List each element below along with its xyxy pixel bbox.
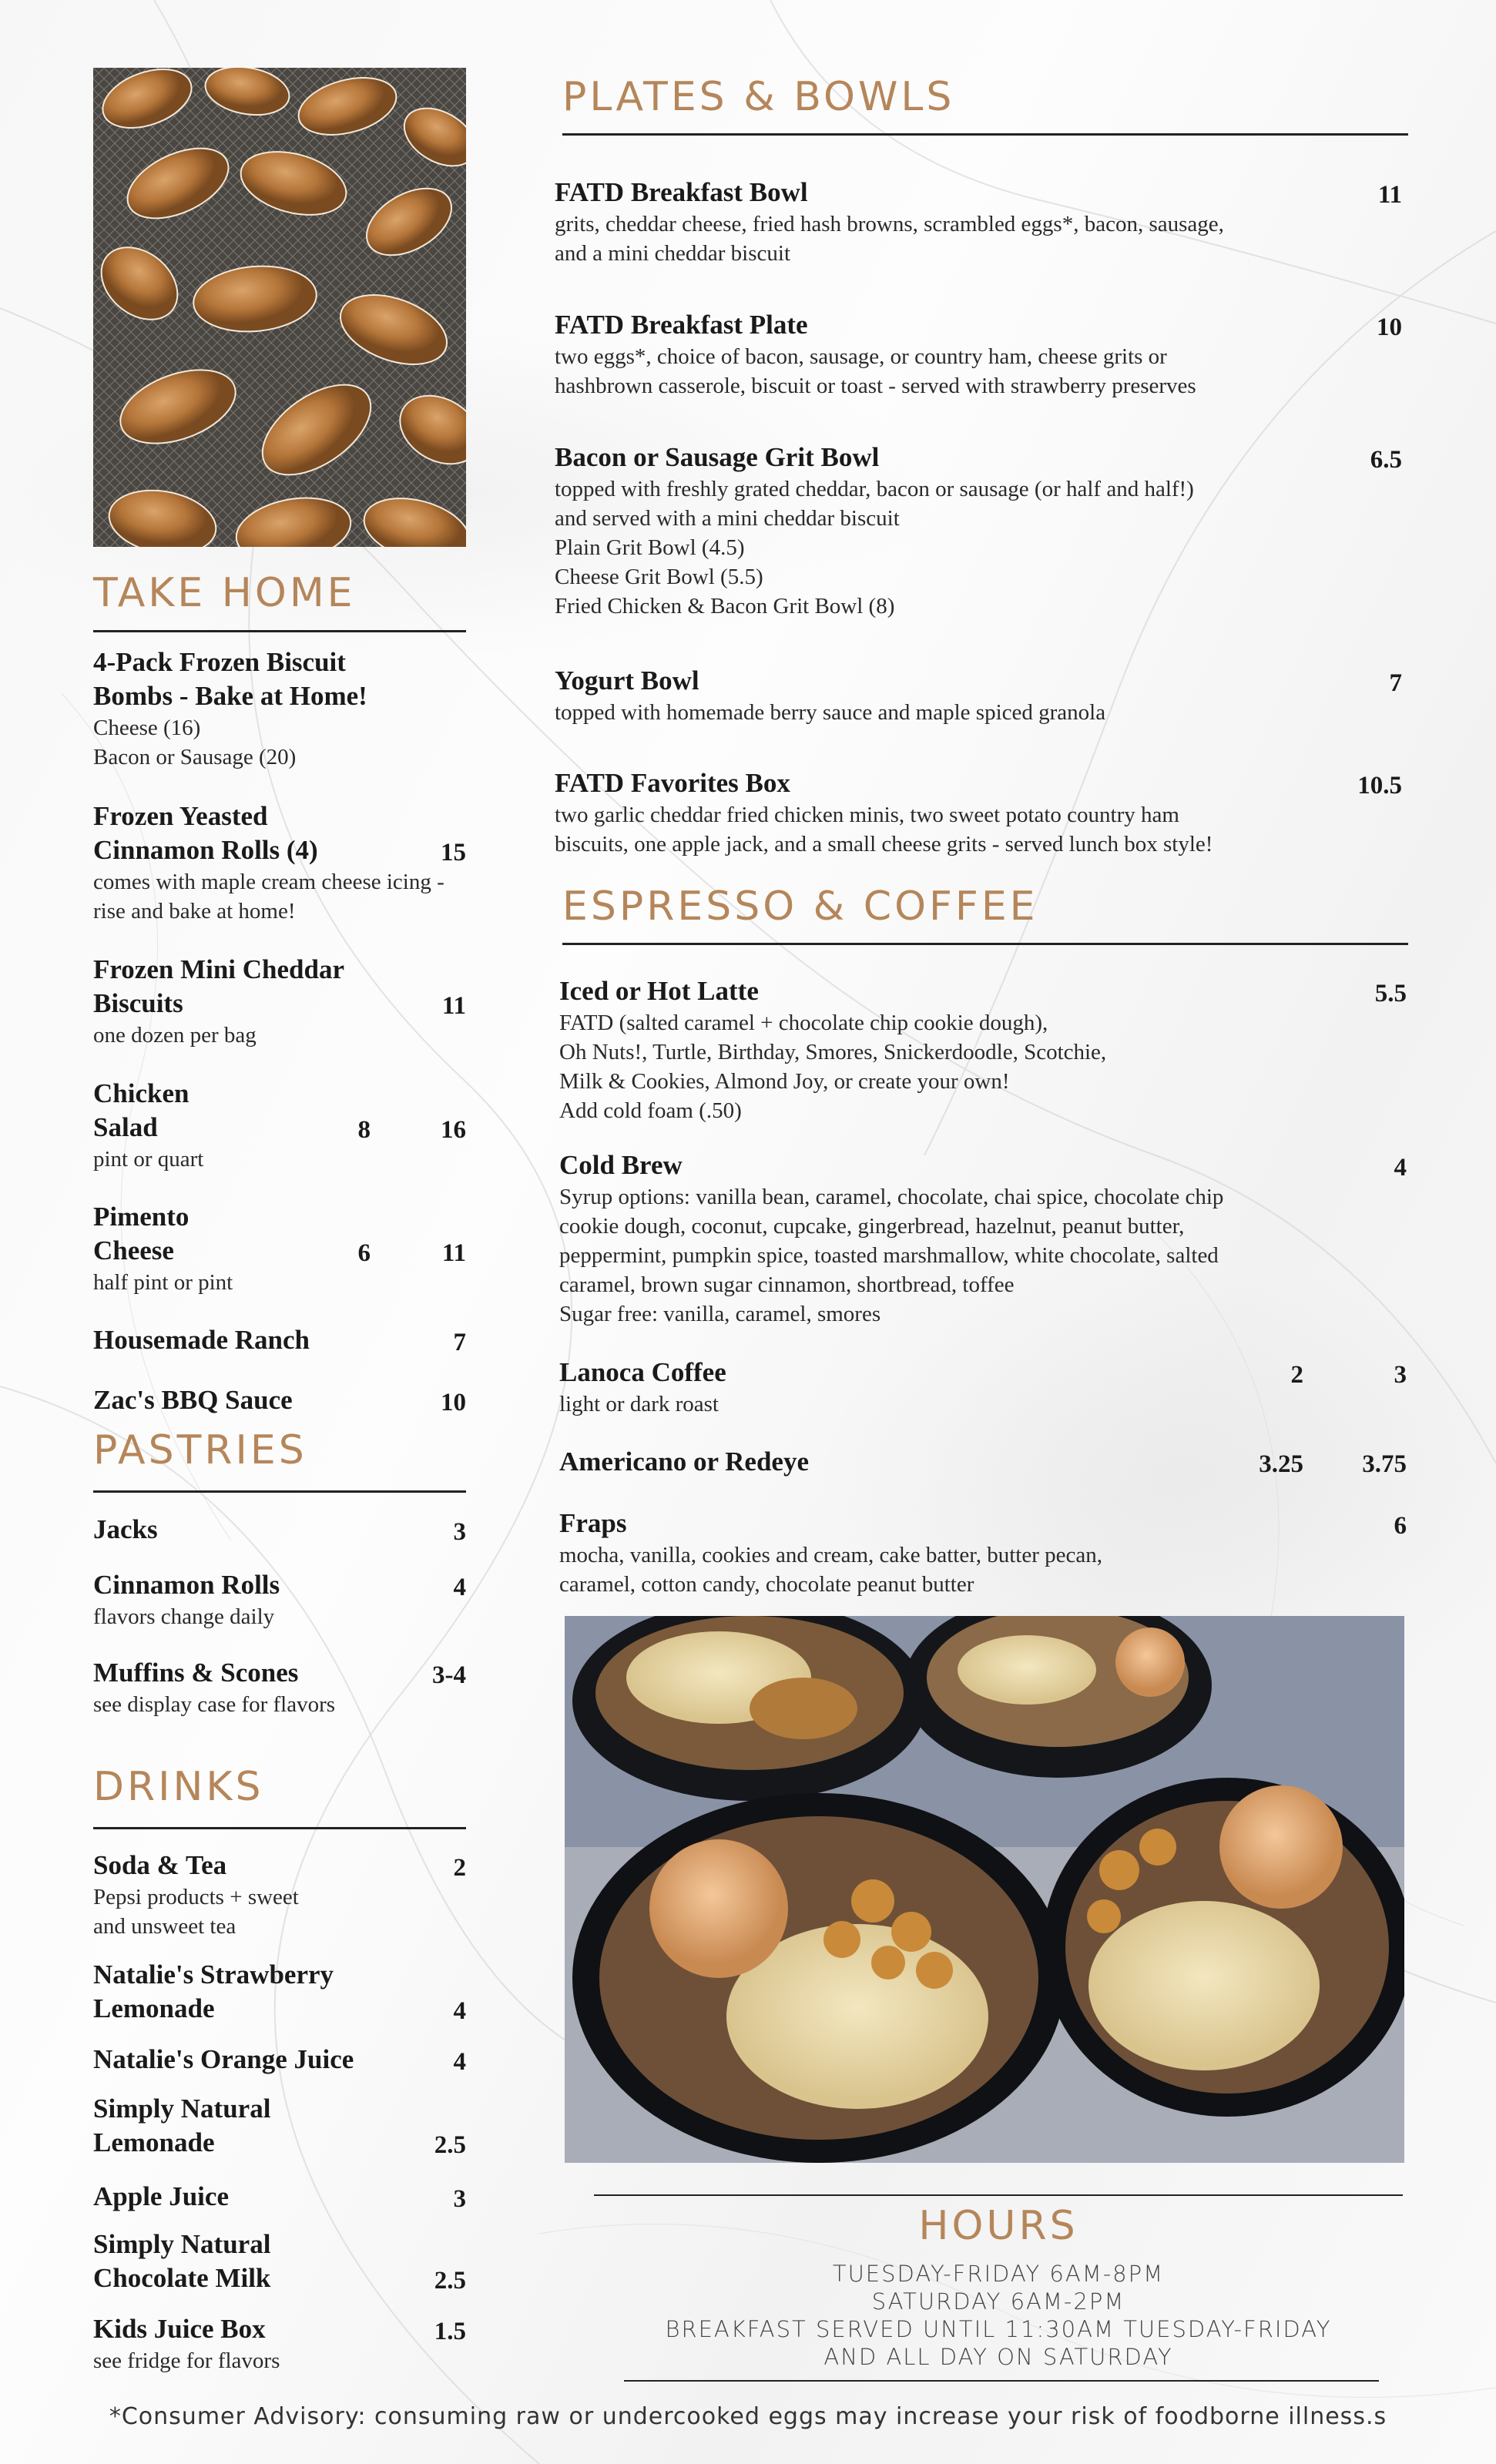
take-home-item (93, 800, 466, 926)
item-price-large: 3.75 (1362, 1450, 1407, 1478)
take-home-item (93, 1323, 466, 1357)
item-name: Fraps (559, 1508, 627, 1538)
item-desc: two eggs*, choice of bacon, sausage, or country ham, cheese grits or (555, 344, 1167, 369)
item-desc: hashbrown casserole, biscuit or toast - served with strawberry preserves (555, 374, 1196, 398)
item-price: 7 (453, 1329, 466, 1356)
plates-header: PLATES & BOWLS (562, 74, 955, 120)
item-price: 4 (453, 1574, 466, 1601)
hours-section (594, 2203, 1403, 2371)
item-name: Muffins & Scones (93, 1658, 299, 1688)
drink-item (93, 2228, 466, 2295)
hours-line: AND ALL DAY ON SATURDAY (823, 2344, 1173, 2370)
breakfast-bowls-photo (565, 1616, 1404, 2163)
item-price-large: 11 (441, 1239, 466, 1267)
item-price: 3-4 (432, 1661, 466, 1689)
take-home-divider (93, 630, 466, 632)
item-price: 3 (453, 2185, 466, 2213)
item-desc: Oh Nuts!, Turtle, Birthday, Smores, Snickerdoodle, Scotchie, (559, 1040, 1107, 1064)
consumer-advisory: *Consumer Advisory: consuming raw or undercooked eggs may increase your risk of foodborne illness.s (109, 2403, 1387, 2430)
item-desc: see fridge for flavors (93, 2348, 280, 2373)
hand-pies-photo (93, 68, 466, 547)
item-desc: one dozen per bag (93, 1023, 257, 1048)
pastries-header: PASTRIES (93, 1427, 307, 1473)
item-price: 2 (453, 1854, 466, 1882)
item-price: 2.5 (434, 2267, 466, 2295)
item-name: Housemade Ranch (93, 1325, 310, 1355)
coffee-item (559, 1445, 1407, 1479)
item-price: 4 (453, 1997, 466, 2025)
item-price: 10.5 (1357, 772, 1402, 800)
coffee-item (559, 974, 1407, 1125)
item-name: 4-Pack Frozen Biscuit Bombs - Bake at Home! (93, 647, 367, 711)
hours-line: SATURDAY 6AM-2PM (871, 2288, 1125, 2315)
item-price-large: 3 (1394, 1361, 1407, 1389)
item-price: 11 (441, 992, 466, 1020)
drinks-divider (93, 1827, 466, 1829)
item-desc: cookie dough, coconut, cupcake, gingerbread, hazelnut, peanut butter, (559, 1214, 1185, 1239)
item-name: Jacks (93, 1514, 158, 1544)
pastry-item (93, 1513, 466, 1547)
drink-item (93, 2092, 466, 2160)
item-desc: and unsweet tea (93, 1914, 236, 1939)
hours-line: TUESDAY-FRIDAY 6AM-8PM (832, 2261, 1165, 2287)
item-name: Zac's BBQ Sauce (93, 1385, 293, 1415)
item-name: Apple Juice (93, 2181, 229, 2211)
item-desc: Milk & Cookies, Almond Joy, or create your own! (559, 1069, 1010, 1094)
take-home-item (93, 1383, 466, 1417)
item-name: Chocolate Milk (93, 2263, 271, 2293)
item-price: 11 (1377, 181, 1402, 209)
item-desc: caramel, brown sugar cinnamon, shortbread, toffee (559, 1272, 1015, 1297)
pastry-item (93, 1568, 466, 1631)
pastries-divider (93, 1490, 466, 1493)
item-desc: Cheese Grit Bowl (5.5) (555, 565, 763, 589)
item-price: 4 (453, 2048, 466, 2076)
coffee-divider (562, 943, 1408, 945)
hours-top-divider (594, 2194, 1403, 2196)
take-home-item (93, 1200, 466, 1297)
item-name: Yogurt Bowl (555, 665, 699, 696)
item-desc: Syrup options: vanilla bean, caramel, chocolate, chai spice, chocolate chip (559, 1185, 1224, 1209)
plates-item (555, 441, 1402, 621)
item-desc: topped with homemade berry sauce and maple spiced granola (555, 700, 1106, 725)
coffee-header: ESPRESSO & COFFEE (562, 883, 1038, 930)
item-name: Natalie's Orange Juice (93, 2044, 354, 2074)
drink-item (93, 2312, 466, 2375)
item-price-small: 8 (357, 1116, 371, 1144)
item-price: 7 (1389, 669, 1402, 697)
item-name: Frozen Mini Cheddar Biscuits (93, 954, 344, 1018)
item-desc: mocha, vanilla, cookies and cream, cake batter, butter pecan, (559, 1543, 1102, 1567)
item-desc: Pepsi products + sweet (93, 1885, 299, 1909)
item-name: FATD Favorites Box (555, 768, 790, 798)
item-desc: Plain Grit Bowl (4.5) (555, 535, 745, 560)
hours-header: HOURS (918, 2203, 1078, 2249)
coffee-item (559, 1148, 1407, 1329)
item-name: Natalie's Strawberry (93, 1959, 334, 1990)
item-desc: Bacon or Sausage (20) (93, 745, 297, 769)
take-home-item (93, 645, 466, 772)
drink-item (93, 2043, 466, 2077)
take-home-item (93, 953, 466, 1050)
item-desc: Sugar free: vanilla, caramel, smores (559, 1302, 881, 1326)
item-desc: see display case for flavors (93, 1692, 336, 1717)
item-price: 5.5 (1374, 980, 1407, 1007)
item-name: Simply Natural (93, 2229, 271, 2259)
plates-divider (562, 133, 1408, 136)
item-desc: topped with freshly grated cheddar, bacon or sausage (or half and half!) (555, 477, 1194, 501)
item-desc: flavors change daily (93, 1604, 275, 1629)
hours-bottom-divider (624, 2380, 1379, 2382)
item-desc: caramel, cotton candy, chocolate peanut butter (559, 1572, 974, 1597)
hours-line: BREAKFAST SERVED UNTIL 11:30AM TUESDAY-FRIDAY (665, 2316, 1332, 2342)
item-name: Chicken Salad (93, 1078, 190, 1142)
item-price: 10 (441, 1389, 466, 1416)
item-desc: grits, cheddar cheese, fried hash browns, scrambled eggs*, bacon, sausage, (555, 212, 1224, 236)
plates-item (555, 176, 1402, 268)
drink-item (93, 1849, 466, 1941)
item-desc: Fried Chicken & Bacon Grit Bowl (8) (555, 594, 895, 619)
coffee-item (559, 1507, 1407, 1599)
drink-item (93, 1958, 466, 2026)
item-name: Lanoca Coffee (559, 1357, 726, 1387)
item-name: Cinnamon Rolls (93, 1570, 280, 1600)
item-name: Kids Juice Box (93, 2314, 266, 2344)
item-desc: Cheese (16) (93, 716, 201, 740)
item-name: Lemonade (93, 2127, 215, 2157)
item-price: 10 (1377, 313, 1402, 341)
take-home-item (93, 1077, 466, 1174)
item-price: 3 (453, 1518, 466, 1546)
item-desc: comes with maple cream cheese icing - rise and bake at home! (93, 870, 444, 924)
drinks-header: DRINKS (93, 1764, 264, 1810)
item-name: Cold Brew (559, 1150, 683, 1180)
coffee-item (559, 1356, 1407, 1419)
item-desc: biscuits, one apple jack, and a small cheese grits - served lunch box style! (555, 832, 1213, 857)
item-desc: pint or quart (93, 1147, 204, 1172)
item-desc: FATD (salted caramel + chocolate chip cookie dough), (559, 1011, 1048, 1035)
item-price-small: 6 (357, 1239, 371, 1267)
pastry-item (93, 1656, 466, 1719)
item-price: 6.5 (1370, 446, 1402, 474)
plates-item (555, 308, 1402, 401)
plates-item (555, 766, 1402, 859)
item-name: Iced or Hot Latte (559, 976, 759, 1006)
item-desc: light or dark roast (559, 1392, 719, 1416)
item-desc: Add cold foam (.50) (559, 1098, 742, 1123)
item-name: Pimento Cheese (93, 1202, 190, 1266)
breakfast-bowls-image (565, 1616, 1404, 2163)
item-name: Bacon or Sausage Grit Bowl (555, 442, 880, 472)
item-desc: peppermint, pumpkin spice, toasted marshmallow, white chocolate, salted (559, 1243, 1219, 1268)
item-name: FATD Breakfast Plate (555, 310, 808, 340)
item-price-large: 16 (441, 1116, 466, 1144)
item-price-small: 2 (1290, 1361, 1303, 1389)
item-desc: half pint or pint (93, 1270, 233, 1295)
item-name: Simply Natural (93, 2094, 271, 2124)
plates-item (555, 664, 1402, 727)
item-price: 2.5 (434, 2131, 466, 2159)
item-name: Soda & Tea (93, 1850, 227, 1880)
drink-item (93, 2180, 466, 2214)
item-name: Lemonade (93, 1993, 215, 2023)
item-name: Americano or Redeye (559, 1447, 809, 1477)
item-price: 6 (1394, 1512, 1407, 1540)
hand-pies-image (93, 68, 466, 547)
item-name: Frozen Yeasted Cinnamon Rolls (4) (93, 801, 318, 865)
item-price: 4 (1394, 1154, 1407, 1182)
item-price-small: 3.25 (1259, 1450, 1303, 1478)
item-price: 1.5 (434, 2318, 466, 2345)
item-price: 15 (441, 839, 466, 867)
take-home-header: TAKE HOME (93, 570, 356, 616)
item-desc: two garlic cheddar fried chicken minis, two sweet potato country ham (555, 803, 1179, 827)
item-desc: and a mini cheddar biscuit (555, 241, 791, 266)
item-name: FATD Breakfast Bowl (555, 177, 808, 207)
item-desc: and served with a mini cheddar biscuit (555, 506, 900, 531)
